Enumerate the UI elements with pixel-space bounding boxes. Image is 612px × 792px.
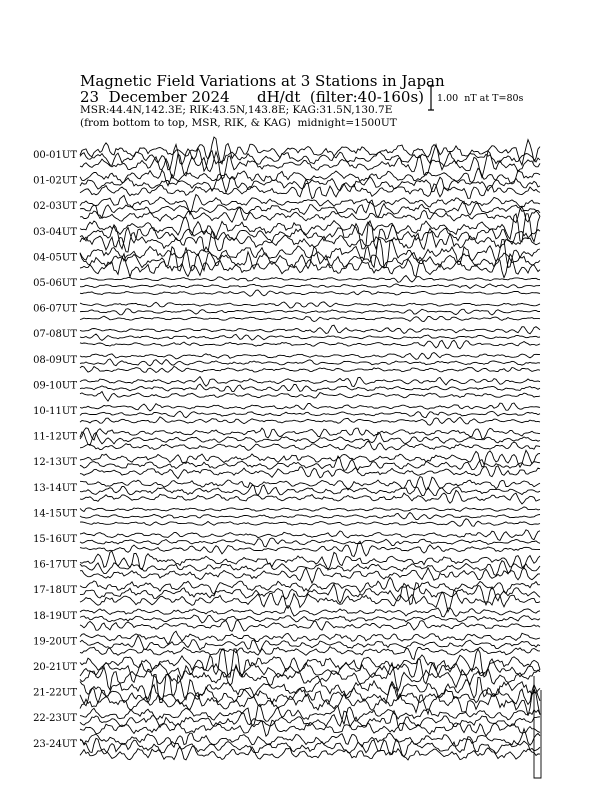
row-label-05-06UT: 05-06UT (33, 278, 77, 289)
row-label-19-20UT: 19-20UT (33, 636, 77, 648)
row-label-16-17UT: 16-17UT (33, 559, 77, 571)
trace-10-11UT-RIK (80, 411, 540, 418)
row-label-12-13UT: 12-13UT (33, 457, 77, 469)
trace-01-02UT-RIK (80, 174, 540, 193)
trace-19-20UT-KAG (80, 631, 540, 644)
trace-10-11UT-MSR (80, 417, 540, 425)
trace-05-06UT-RIK (80, 284, 540, 289)
trace-18-19UT-MSR (80, 620, 540, 631)
trace-14-15UT-RIK (80, 513, 540, 520)
trace-05-06UT-MSR (80, 290, 540, 296)
row-label-08-09UT: 08-09UT (33, 354, 77, 366)
trace-18-19UT-KAG (80, 606, 540, 617)
trace-21-22UT-MSR (80, 689, 540, 716)
trace-15-16UT-RIK (80, 538, 540, 547)
trace-17-18UT-KAG (80, 577, 540, 594)
trace-08-09UT-RIK (80, 359, 540, 366)
row-label-20-21UT: 20-21UT (33, 662, 77, 673)
trace-07-08UT-KAG (80, 325, 540, 334)
trace-00-01UT-MSR (80, 151, 540, 179)
row-label-23-24UT: 23-24UT (33, 738, 77, 750)
row-label-09-10UT: 09-10UT (33, 380, 77, 392)
station-order-note: (from bottom to top, MSR, RIK, & KAG) midnight=1500UT (80, 117, 397, 129)
trace-00-01UT-KAG (80, 137, 540, 165)
trace-06-07UT-KAG (80, 302, 540, 308)
row-label-02-03UT: 02-03UT (33, 201, 77, 213)
trace-09-10UT-MSR (80, 392, 540, 402)
trace-13-14UT-MSR (80, 490, 540, 504)
trace-10-11UT-KAG (80, 403, 540, 411)
trace-21-22UT-KAG (80, 675, 540, 703)
trace-23-24UT-MSR (80, 746, 540, 760)
row-label-01-02UT: 01-02UT (33, 175, 77, 187)
trace-05-06UT-KAG (80, 276, 540, 283)
trace-16-17UT-RIK (80, 561, 540, 576)
trace-09-10UT-KAG (80, 377, 540, 387)
trace-12-13UT-RIK (80, 456, 540, 470)
trace-08-09UT-KAG (80, 353, 540, 360)
scale-bar (428, 86, 434, 110)
row-label-07-08UT: 07-08UT (33, 329, 77, 341)
row-label-13-14UT: 13-14UT (33, 482, 77, 494)
row-label-03-04UT: 03-04UT (33, 226, 77, 238)
trace-03-04UT-RIK (80, 221, 540, 249)
row-label-11-12UT: 11-12UT (33, 431, 77, 443)
trace-06-07UT-MSR (80, 316, 540, 321)
trace-07-08UT-RIK (80, 334, 540, 340)
trace-15-16UT-KAG (80, 530, 540, 541)
trace-07-08UT-MSR (80, 340, 540, 349)
row-label-15-16UT: 15-16UT (33, 534, 77, 545)
row-label-10-11UT: 10-11UT (33, 406, 77, 417)
scale-bar-label: 1.00 nT at T=80s (437, 93, 524, 104)
trace-17-18UT-RIK (80, 583, 540, 605)
trace-12-13UT-KAG (80, 450, 540, 467)
trace-13-14UT-KAG (80, 477, 540, 490)
trace-08-09UT-MSR (80, 366, 540, 372)
trace-09-10UT-RIK (80, 384, 540, 391)
row-label-21-22UT: 21-22UT (33, 687, 77, 699)
trace-20-21UT-MSR (80, 663, 540, 691)
trace-18-19UT-RIK (80, 615, 540, 623)
chart-quantity: dH/dt (filter:40-160s) (257, 88, 425, 106)
row-label-00-01UT: 00-01UT (33, 150, 77, 161)
chart-date: 23 December 2024 (80, 88, 230, 106)
row-label-04-05UT: 04-05UT (33, 252, 77, 264)
row-label-06-07UT: 06-07UT (33, 303, 77, 315)
row-label-18-19UT: 18-19UT (33, 610, 77, 622)
trace-16-17UT-MSR (80, 568, 540, 583)
trace-06-07UT-RIK (80, 309, 540, 315)
trace-14-15UT-KAG (80, 507, 540, 512)
trace-14-15UT-MSR (80, 519, 540, 527)
row-label-14-15UT: 14-15UT (33, 508, 77, 520)
trace-11-12UT-MSR (80, 441, 540, 450)
trace-23-24UT-RIK (80, 737, 540, 757)
row-label-22-23UT: 22-23UT (33, 713, 77, 725)
chart-title: Magnetic Field Variations at 3 Stations in Japan (80, 72, 445, 90)
trace-13-14UT-RIK (80, 485, 540, 496)
row-label-17-18UT: 17-18UT (33, 585, 77, 597)
trace-19-20UT-MSR (80, 647, 540, 660)
station-coordinates: MSR:44.4N,142.3E; RIK:43.5N,143.8E; KAG:31.5N,130.7E (80, 104, 393, 116)
trace-20-21UT-KAG (80, 649, 540, 677)
